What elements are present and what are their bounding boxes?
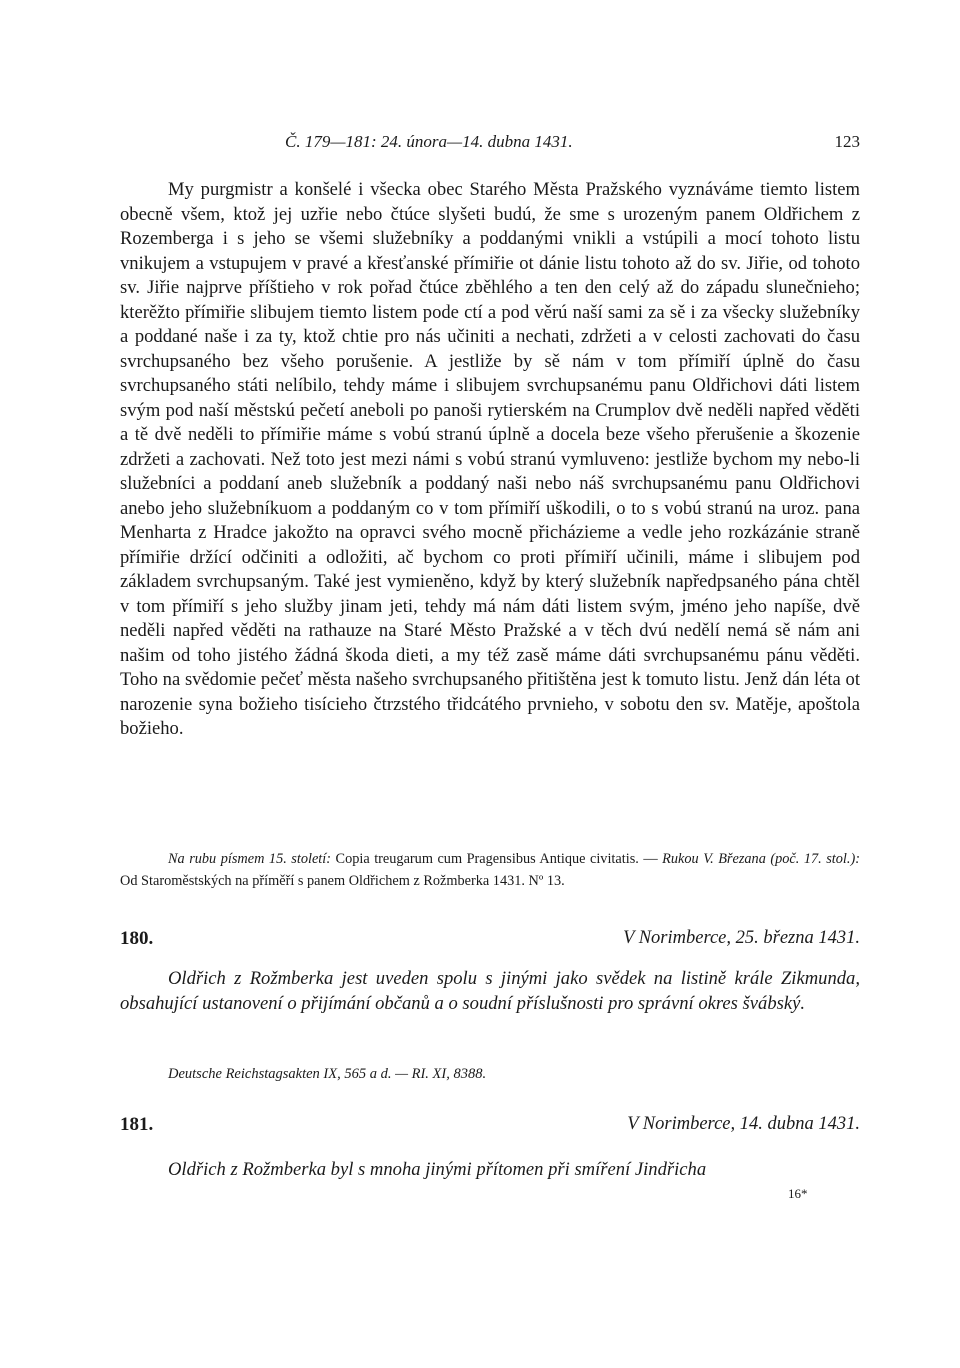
note-text-brezan: Od Staroměstských na příměří s panem Oldřichem z Rožmberka 1431. Nº 13.	[120, 873, 565, 889]
note-text-verso: Copia treugarum cum Pragensibus Antique civitatis. —	[331, 851, 663, 867]
entry-181-number: 181.	[120, 1114, 154, 1135]
entry-181-heading	[120, 1114, 860, 1140]
signature-mark: 16*	[788, 1186, 808, 1201]
entry-181-regest: Oldřich z Rožmberka byl s mnoha jinými přítomen při smíření Jindřicha	[168, 1159, 707, 1180]
entry-180-heading	[120, 928, 860, 954]
note-label-brezan: Rukou V. Březana (poč. 17. stol.):	[662, 851, 860, 867]
running-head	[120, 132, 860, 156]
entry-181-place-date: V Norimberce, 14. dubna 1431.	[627, 1114, 860, 1134]
document-179-text: My purgmistr a konšelé i všecka obec Starého Města Pražského vyznáváme tiemto listem obecně všem, ktož jej uzřie nebo čtúce slyšeti budú, že sme s urozeným panem Oldřichem z Rozemberga i s jeho se všemi služebníky a poddanými vnikli a vstúpili a mocí tohoto listu vnikujem a vstupujem v pravé a křesťanské přímiřie ot dánie listu tohoto až do sv. Jiřie, od tohoto sv. Jiřie najprve příštieho v rok pořad čtúce zběhlého a ten den celý až do západu slunečnieho; kterěžto přímiřie slibujem tiemto listem pode ctí a pod věrú naší sami za sě i za všecky služebníky a poddané naše i za ty, ktož chtie pro nás učiniti a nechati, zdržeti a v celosti zachovati do času svrchupsaného bez všeho porušenie. A jestliže by sě nám v tom přímiří úplně do času svrchupsaného státi nelíbilo, tehdy máme i slibujem svrchupsanému panu Oldřichovi dáti listem svým pod naší městskú pečetí aneboli po panoši rytierském na Crumplov dvě neděli napřed věděti a tě dvě neděli to přímiřie máme s vobú stranú úplně a docela beze všeho přerušenie a škozenie zdržeti a zachovati. Než toto jest mezi námi s vobú stranú vymluveno: jestliže bychom my nebo-li služebníci a poddaní aneb služebník a poddaný naši nebo náš svrchupsanému panu Oldřichovi anebo jeho služebníkuom a poddaným co v tom přímiří uškodili, o to s vobú stranú na uroz. pana Menharta z Hradce jakožto na opravci svého mocně přicházieme a vedle jeho rozkázánie straně přímiřie držící odčiniti a odložiti, ač bychom co proti přímiří učinili, máme i slibujem pod základem svrchupsaným. Také jest vymieněno, když by který služebník napředpsaného pána chtěl v tom přímiří s jeho služby jinam jeti, tehdy má nám dáti listem svým, jméno jeho napíše, dvě neděli napřed věděti na rathauze na Staré Město Pražské a v těch dvú nedělí nemá sě nám ani našim od toho jistého žádná škoda dieti, a my též zasě máme dáti svrchupsanému pánu věděti. Toho na svědomie pečeť města našeho svrchupsaného přitištěna jest k tomuto listu. Jenž dán léta ot narozenie syna božieho tisícieho čtrzstého třidcátého prvnieho, v sobotu den sv. Matěje, apoštola božieho.	[120, 179, 860, 739]
entry-180-number: 180.	[120, 928, 154, 949]
page-number: 123	[834, 132, 860, 151]
document-179-source-note	[120, 848, 860, 892]
running-title: Č. 179—181: 24. února—14. dubna 1431.	[285, 132, 573, 151]
entry-180-regest: Oldřich z Rožmberka jest uveden spolu s jinými jako svědek na listině krále Zikmunda, obsahující ustanovení o přijímání občanů a o soudní příslušnosti pro správní okres švábský.	[120, 968, 860, 1014]
entry-180-place-date: V Norimberce, 25. března 1431.	[623, 928, 860, 948]
note-label-verso: Na rubu písmem 15. století:	[168, 851, 332, 867]
entry-180-literature: Deutsche Reichstagsakten IX, 565 a d. — RI. XI, 8388.	[168, 1066, 487, 1082]
